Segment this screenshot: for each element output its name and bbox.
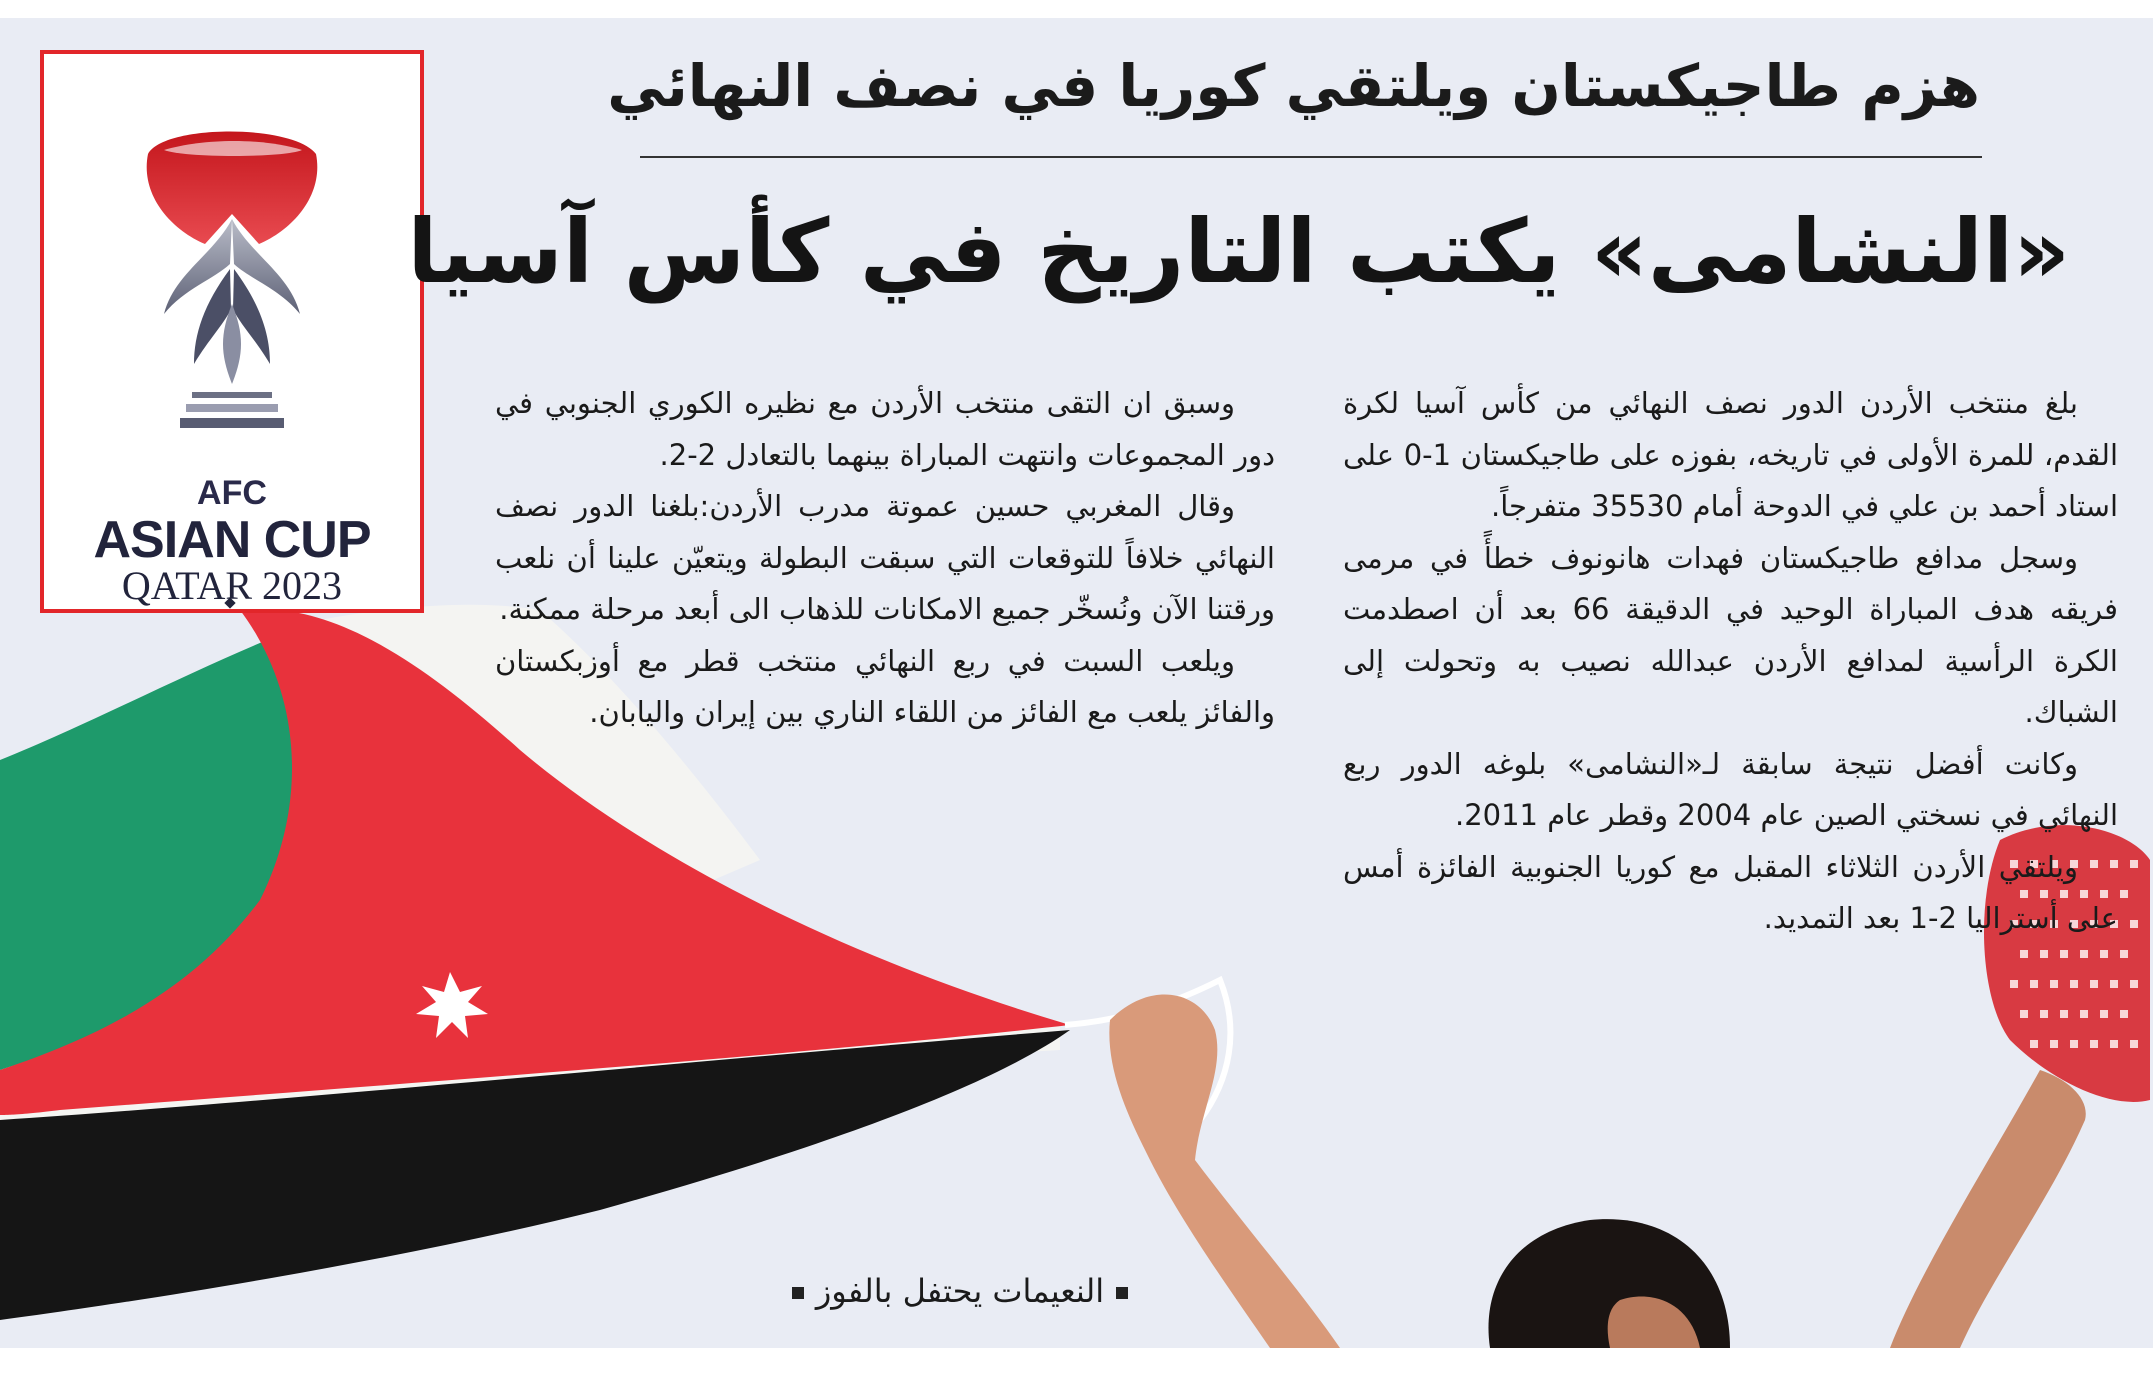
paragraph: وكانت أفضل نتيجة سابقة لـ«النشامى» بلوغه الدور ربع النهائي في نسختي الصين عام 2004 وقطر عام 2011. bbox=[1343, 746, 2118, 832]
article-column-right bbox=[1343, 378, 2118, 945]
paragraph: ويلعب السبت في ربع النهائي منتخب قطر مع أوزبكستان والفائز يلعب مع الفائز من اللقاء الناري بين إيران واليابان. bbox=[495, 643, 1275, 729]
asian-cup-logo-box bbox=[40, 50, 424, 613]
player-right-arm bbox=[1890, 1070, 2086, 1348]
paragraph: بلغ منتخب الأردن الدور نصف النهائي من كأس آسيا لكرة القدم، للمرة الأولى في تاريخه، بفوزه على طاجيكستان 1-0 على استاد أحمد بن علي في الدوحة أمام 35530 متفرجاً. bbox=[1343, 386, 2119, 523]
caption-text: النعيمات يحتفل بالفوز bbox=[815, 1272, 1105, 1310]
caption-bullet-icon bbox=[792, 1287, 804, 1299]
paragraph: وسبق ان التقى منتخب الأردن مع نظيره الكوري الجنوبي في دور المجموعات وانتهت المباراة بينهما بالتعادل 2-2. bbox=[495, 386, 1275, 472]
main-headline: «النشامى» يكتب التاريخ في كأس آسيا bbox=[407, 200, 2070, 303]
kicker-divider bbox=[640, 156, 1982, 158]
logo-asian-cup-text: ASIAN CUP bbox=[93, 511, 371, 569]
paragraph: ويلتقي الأردن الثلاثاء المقبل مع كوريا الجنوبية الفائزة أمس على أستراليا 2-1 بعد التمديد. bbox=[1343, 849, 2118, 935]
logo-afc-text: AFC bbox=[197, 474, 267, 512]
top-margin bbox=[0, 0, 2153, 18]
photo-caption bbox=[700, 1272, 1220, 1322]
logo-qatar-text: QATAR 2023 bbox=[121, 563, 343, 608]
bottom-margin bbox=[0, 1348, 2153, 1377]
paragraph: وقال المغربي حسين عموتة مدرب الأردن:بلغنا الدور نصف النهائي خلافاً للتوقعات التي سبقت البطولة ويتعيّن علينا أن نلعب ورقتنا الآن ونُسخّر جميع الامكانات للذهاب الى أبعد مرحلة ممكنة. bbox=[495, 489, 1275, 626]
article-column-left bbox=[495, 378, 1275, 739]
kicker-headline: هزم طاجيكستان ويلتقي كوريا في نصف النهائي bbox=[607, 52, 1980, 120]
paragraph: وسجل مدافع طاجيكستان فهدات هانونوف خطأً في مرمى فريقه هدف المباراة الوحيد في الدقيقة 66 بعد أن اصطدمت الكرة الرأسية لمدافع الأردن عبدالله نصيب به وتحولت إلى الشباك. bbox=[1343, 540, 2119, 729]
caption-bullet-icon bbox=[1116, 1287, 1128, 1299]
